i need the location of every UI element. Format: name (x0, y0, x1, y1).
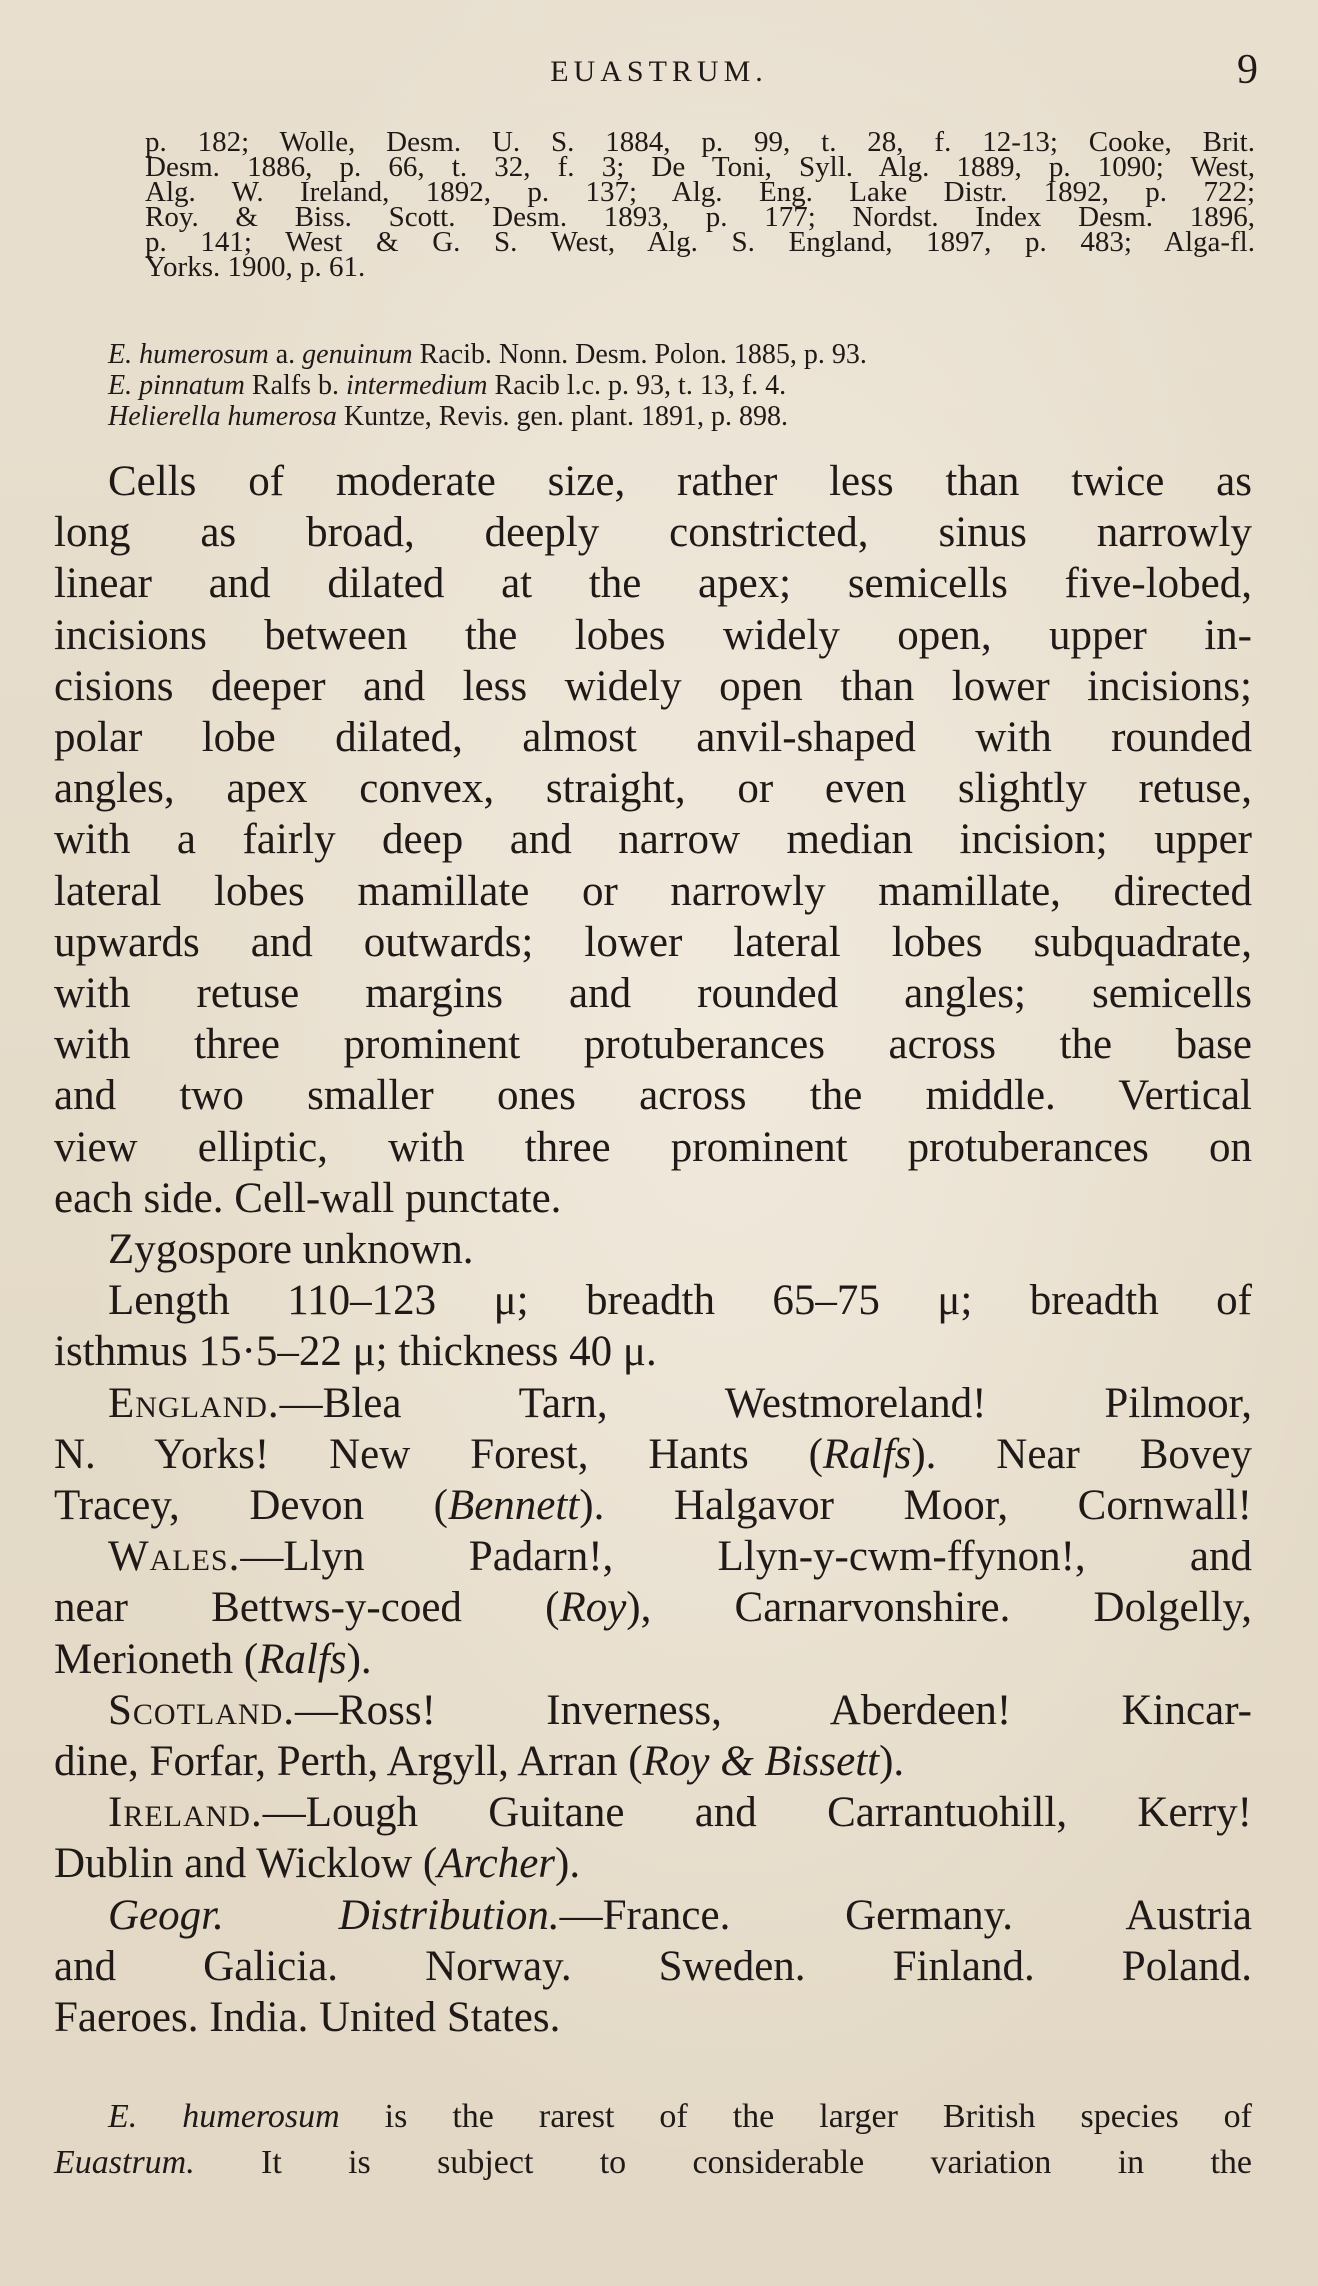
reference-line: p. 141; West & G. S. West, Alg. S. England, 1897, p. 483; Alga-fl. (145, 226, 1255, 258)
region-ireland: Ireland. (108, 1789, 263, 1837)
collector-name: Roy & Bissett (642, 1738, 880, 1786)
geographic-distribution-line: Geogr. Distribution.—France. Germany. Austria (108, 1891, 1252, 1939)
dimensions-line: Length 110–123 μ; breadth 65–75 μ; breadth of (108, 1277, 1252, 1325)
synonym-citation: Kuntze, Revis. gen. plant. 1891, p. 898. (336, 401, 788, 432)
region-england: England. (108, 1379, 280, 1427)
description-line: linear and dilated at the apex; semicells five-lobed, (54, 560, 1252, 608)
description-line: with a fairly deep and narrow median incision; upper (54, 816, 1252, 864)
scotland-line: Scotland.—Ross! Inverness, Aberdeen! Kincar- (108, 1686, 1252, 1734)
description-line: Cells of moderate size, rather less than twice as (108, 458, 1252, 505)
description-line: with three prominent protuberances across the base (54, 1021, 1252, 1069)
synonym-rank: a. (268, 339, 303, 370)
collector-name: Bennett (447, 1482, 580, 1530)
synonymy (108, 339, 1248, 432)
ireland-line: Ireland.—Lough Guitane and Carrantuohill, Kerry! (108, 1789, 1252, 1837)
synonym-epithet: intermedium (346, 370, 488, 401)
description-line: long as broad, deeply constricted, sinus narrowly (54, 509, 1252, 557)
reference-line: Roy. & Biss. Scott. Desm. 1893, p. 177; Nordst. Index Desm. 1896, (145, 201, 1255, 233)
geographic-distribution-line: Faeroes. India. United States. (54, 1994, 561, 2042)
description-line: and two smaller ones across the middle. Vertical (54, 1072, 1252, 1120)
synonym-citation: Racib l.c. p. 93, t. 13, f. 4. (487, 370, 787, 401)
wales-line: Merioneth (Ralfs). (54, 1635, 372, 1683)
england-line: Tracey, Devon (Bennett). Halgavor Moor, Cornwall! (54, 1482, 1253, 1530)
species-name: E. humerosum (108, 2098, 340, 2135)
description-line: lateral lobes mamillate or narrowly mamillate, directed (54, 867, 1252, 915)
synonym-line (108, 339, 1248, 370)
literature-references (145, 126, 1255, 283)
reference-line: Yorks. 1900, p. 61. (145, 251, 366, 283)
remarks-paragraph (54, 2094, 1252, 2186)
geographic-distribution-label: Geogr. Distribution. (108, 1891, 560, 1939)
description-line: cisions deeper and less widely open than lower incisions; (54, 662, 1252, 710)
england-line: N. Yorks! New Forest, Hants (Ralfs). Near Bovey (54, 1430, 1252, 1478)
remarks-line: E. humerosum is the rarest of the larger British species of (108, 2098, 1252, 2135)
collector-name: Roy (559, 1584, 627, 1632)
description-line: angles, apex convex, straight, or even slightly retuse, (54, 765, 1252, 813)
synonym-citation: Racib. Nonn. Desm. Polon. 1885, p. 93. (412, 339, 867, 370)
remarks-line: Euastrum. It is subject to considerable variation in the (54, 2144, 1252, 2181)
description-line: view elliptic, with three prominent protuberances on (54, 1123, 1252, 1171)
ireland-line: Dublin and Wicklow (Archer). (54, 1840, 581, 1888)
page-number: 9 (1237, 47, 1258, 93)
geographic-distribution-line: and Galicia. Norway. Sweden. Finland. Poland. (54, 1942, 1252, 1990)
description-line: each side. Cell-wall punctate. (54, 1174, 562, 1222)
synonym-line (108, 370, 1248, 401)
synonym-name: E. humerosum (108, 339, 269, 370)
synonym-name: E. pinnatum (108, 370, 245, 401)
reference-line: Alg. W. Ireland, 1892, p. 137; Alg. Eng. Lake Distr. 1892, p. 722; (145, 176, 1255, 208)
collector-name: Archer (437, 1840, 556, 1888)
region-wales: Wales. (108, 1533, 241, 1581)
synonym-name: Helierella humerosa (108, 401, 337, 432)
england-line: England.—Blea Tarn, Westmoreland! Pilmoor, (108, 1379, 1252, 1427)
description-line: incisions between the lobes widely open, upper in- (54, 611, 1252, 659)
wales-line: near Bettws-y-coed (Roy), Carnarvonshire. Dolgelly, (54, 1584, 1252, 1632)
species-description (54, 456, 1252, 2043)
genus-name: Euastrum. (54, 2144, 195, 2181)
description-line: upwards and outwards; lower lateral lobes subquadrate, (54, 918, 1252, 966)
collector-name: Ralfs (822, 1430, 912, 1478)
description-line: with retuse margins and rounded angles; semicells (54, 970, 1252, 1018)
collector-name: Ralfs (258, 1635, 347, 1683)
dimensions-line: isthmus 15·5–22 μ; thickness 40 μ. (54, 1328, 657, 1376)
wales-line: Wales.—Llyn Padarn!, Llyn-y-cwm-ffynon!, and (108, 1533, 1252, 1581)
synonym-epithet: genuinum (302, 339, 413, 370)
region-scotland: Scotland. (108, 1686, 295, 1734)
reference-line: Desm. 1886, p. 66, t. 32, f. 3; De Toni, Syll. Alg. 1889, p. 1090; West, (145, 151, 1255, 183)
description-line: polar lobe dilated, almost anvil-shaped with rounded (54, 714, 1252, 762)
running-header-title: EUASTRUM. (550, 55, 768, 88)
scotland-line: dine, Forfar, Perth, Argyll, Arran (Roy & Bissett). (54, 1738, 905, 1786)
synonym-line (108, 401, 1248, 432)
zygospore-note: Zygospore unknown. (108, 1226, 474, 1274)
synonym-rank: Ralfs b. (244, 370, 346, 401)
reference-line: p. 182; Wolle, Desm. U. S. 1884, p. 99, t. 28, f. 12-13; Cooke, Brit. (145, 126, 1255, 158)
